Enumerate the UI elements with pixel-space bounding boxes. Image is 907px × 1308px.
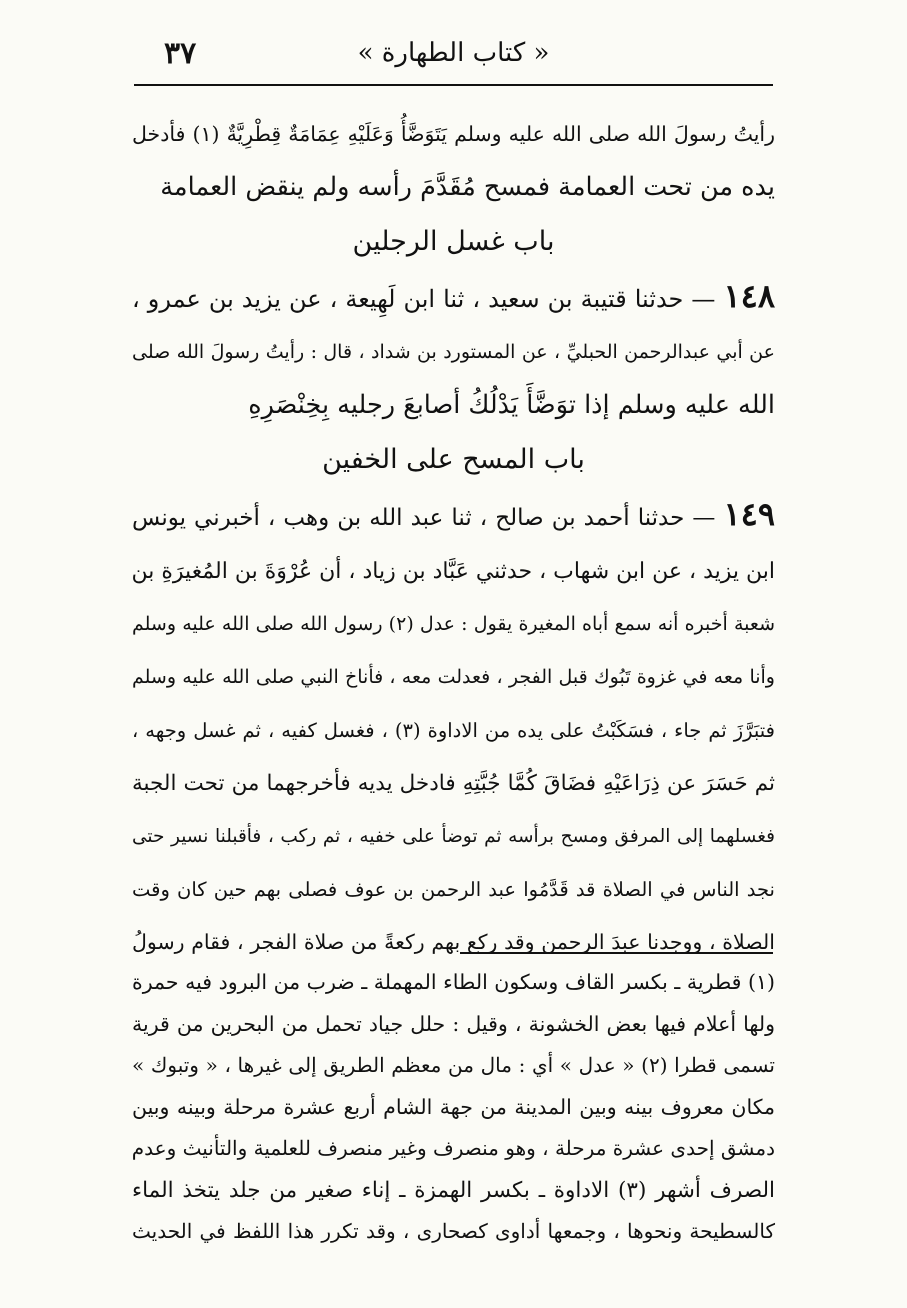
footnote-line: الصرف أشهر (٣) الاداوة ـ بكسر الهمزة ـ إناء صغير من جلد يتخذ الماء [132,1177,775,1203]
page-number: ٣٧ [164,36,197,71]
hadith-number: ١٤٨ [723,277,775,315]
text-line: الصلاة ، ووجدنا عبدَ الرحمن وقد ركع بهم ركعةً من صلاة الفجر ، فقام رسولُ [132,930,775,954]
text-line: يده من تحت العمامة فمسح مُقَدَّمَ رأسه ولم ينقض العمامة [160,172,775,202]
text-line: وأنا معه في غزوة تَبُوك قبل الفجر ، فعدلت معه ، فأناخ النبي صلى الله عليه وسلم [132,666,775,688]
footnote-line: (١) قطرية ـ بكسر القاف وسكون الطاء المهملة ـ ضرب من البرود فيه حمرة [132,970,775,994]
text-line: نجد الناس في الصلاة قد قَدَّمُوا عبد الرحمن بن عوف فصلى بهم حين كان وقت [132,878,775,901]
text-line: الله عليه وسلم إذا توَضَّأَ يَدْلُكُ أصابعَ رجليه بِخِنْصَرِهِ [248,390,775,420]
chapter-heading: باب المسح على الخفين [322,444,585,475]
hadith-number: ١٤٩ [723,495,776,533]
footnote-line: دمشق إحدى عشرة مرحلة ، وهو منصرف وغير منصرف للعلمية والتأنيث وعدم [131,1136,775,1160]
running-title: « كتاب الطهارة » [357,38,550,68]
text-line: عن أبي عبدالرحمن الحبليِّ ، عن المستورد بن شداد ، قال : رأيتُ رسولَ الله صلى [132,341,775,363]
footnote-line: تسمى قطرا (٢) « عدل » أي : مال من معظم الطريق إلى غيرها ، « وتبوك » [132,1053,775,1077]
header-rule [134,84,773,86]
footnote-line: ولها أعلام فيها بعض الخشونة ، وقيل : حلل جياد تحمل من البحرين من قرية [132,1011,775,1036]
page-header [134,32,773,78]
text-line: رأيتُ رسولَ الله صلى الله عليه وسلم يَتَوَضَّأُ وَعَلَيْهِ عِمَامَةٌ قِطْرِيَّةٌ (١) فأدخل [132,122,776,146]
text-line: شعبة أخبره أنه سمع أباه المغيرة يقول : عدل (٢) رسول الله صلى الله عليه وسلم [132,613,775,635]
footnote-line: كالسطيحة ونحوها ، وجمعها أداوى كصحارى ، وقد تكرر هذا اللفظ في الحديث [132,1219,775,1243]
footnotes [132,962,775,1253]
text-line: فتبَرَّزَ ثم جاء ، فسَكَبْتُ على يده من الاداوة (٣) ، فغسل كفيه ، ثم غسل وجهه ، [132,719,775,742]
text-line: فغسلهما إلى المرفق ومسح برأسه ثم توضأ على خفيه ، ثم ركب ، فأقبلنا نسير حتى [132,826,775,847]
footnote-line: مكان معروف بينه وبين المدينة من جهة الشام أربع عشرة مرحلة وبينه وبين [132,1094,775,1119]
hadith-first-line: ١٤٩ — حدثنا أحمد بن صالح ، ثنا عبد الله بن وهب ، أخبرني يونس [132,495,776,533]
text-line: ابن يزيد ، عن ابن شهاب ، حدثني عَبَّاد بن زياد ، أن عُرْوَةَ بن المُغيرَةِ بن [131,559,775,584]
chapter-heading: باب غسل الرجلين [352,226,555,257]
main-text [132,108,775,969]
footnote-rule [460,952,773,954]
hadith-first-line: ١٤٨ — حدثنا قتيبة بن سعيد ، ثنا ابن لَهِيعة ، عن يزيد بن عمرو ، [132,277,775,315]
text-line: ثم حَسَرَ عن ذِرَاعَيْهِ فضَاقَ كُمَّا جُبَّتِهِ فادخل يديه فأخرجهما من تحت الجبة [132,771,775,796]
